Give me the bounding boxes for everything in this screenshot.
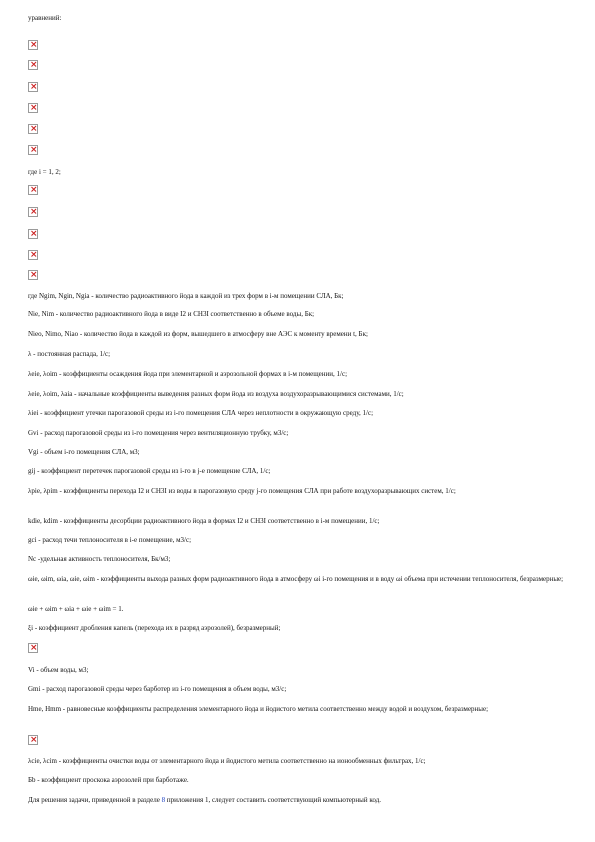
broken-image-icon bbox=[28, 60, 38, 70]
text-line: λeie, λoim, λaia - начальные коэффициенты выведения разных форм йода из воздуха воздухоразрывающимися системами, 1/с; bbox=[28, 390, 404, 398]
broken-image-icon bbox=[28, 643, 38, 653]
broken-image-icon bbox=[28, 145, 38, 155]
text-line: Nc -удельная активность теплоносителя, Бк/м3; bbox=[28, 555, 171, 563]
final-text-middle: приложения bbox=[165, 796, 205, 804]
final-text-after: , следует составить соответствующий компьютерный код. bbox=[208, 796, 382, 804]
section-link[interactable]: 8 bbox=[161, 796, 166, 804]
broken-image-icon bbox=[28, 250, 38, 260]
text-line: где i = 1, 2; bbox=[28, 168, 61, 176]
broken-image-icon bbox=[28, 103, 38, 113]
text-line: λ - постоянная распада, 1/с; bbox=[28, 350, 111, 358]
final-text-before: Для решения задачи, приведенной в разделе bbox=[28, 796, 162, 804]
text-line: gij - коэффициент перетечек парогазовой среды из i-го в j-е помещение СЛА, 1/с; bbox=[28, 467, 271, 475]
text-line: Бb - коэффициент проскока аэрозолей при барботаже. bbox=[28, 776, 189, 784]
text-line: kdie, kdim - коэффициенты десорбции радиоактивного йода в формах I2 и CH3I соответственно в i-м помещении, 1/с; bbox=[28, 517, 380, 525]
broken-image-icon bbox=[28, 229, 38, 239]
text-line: λpie, λpim - коэффициенты перехода I2 и CH3I из воды в парогазовую среду j-го помещения СЛА при работе воздухоразрывающих систем, 1/с; bbox=[28, 487, 456, 495]
text-line: уравнений: bbox=[28, 14, 62, 22]
appendix-number: 1 bbox=[204, 796, 209, 804]
text-line: Vi - объем воды, м3; bbox=[28, 666, 89, 674]
text-line: Vgi - объем i-го помещения СЛА, м3; bbox=[28, 448, 140, 456]
final-paragraph bbox=[28, 796, 568, 805]
text-line: Nieo, Nimo, Niao - количество йода в каждой из форм, вышедшего в атмосферу вне АЭС к моменту времени t, Бк; bbox=[28, 330, 368, 338]
text-line: ξi - коэффициент дробления капель (перехода их в разряд аэрозолей), безразмерный; bbox=[28, 624, 281, 632]
broken-image-icon bbox=[28, 82, 38, 92]
broken-image-icon bbox=[28, 185, 38, 195]
text-line: Gvi - расход парогазовой среды из i-го помещения через вентиляционную трубку, м3/с; bbox=[28, 429, 289, 437]
broken-image-icon bbox=[28, 40, 38, 50]
text-line: ωie, ωim, ωia, ωie, ωim - коэффициенты выхода разных форм радиоактивного йода в атмосферу ωi i-го помещения и в воду ωi объема при истечении теплоносителя, безразмерные; bbox=[28, 575, 564, 583]
text-line: λiei - коэффициент утечки парогазовой среды из i-го помещения СЛА через неплотности в окружающую среду, 1/с; bbox=[28, 409, 374, 417]
text-line: gci - расход течи теплоносителя в i-е помещение, м3/с; bbox=[28, 536, 192, 544]
text-line: Nie, Nim - количество радиоактивного йода в виде I2 и CH3I соответственно в объеме воды, Бк; bbox=[28, 310, 315, 318]
broken-image-icon bbox=[28, 207, 38, 217]
text-line: λеie, λоim - коэффициенты осаждения йода при элементарной и аэрозольной формах в i-м помещении, 1/с; bbox=[28, 370, 348, 378]
text-line: λсie, λсim - коэффициенты очистки воды от элементарного йода и йодистого метила соответственно на ионообменных фильтрах, 1/с; bbox=[28, 757, 426, 765]
broken-image-icon bbox=[28, 270, 38, 280]
text-line: ωie + ωim + ωia + ωie + ωim = 1. bbox=[28, 605, 124, 613]
text-line: где Ngim, Ngin, Ngia - количество радиоактивного йода в каждой из трех форм в i-м помещении СЛА, Бк; bbox=[28, 292, 344, 300]
text-line: Gmi - расход парогазовой среды через барботер из i-го помещения в объем воды, м3/с; bbox=[28, 685, 287, 693]
text-line: Hme, Hmm - равновесные коэффициенты распределения элементарного йода и йодистого метила соответственно между водой и воздухом, безразмерные; bbox=[28, 705, 489, 713]
broken-image-icon bbox=[28, 735, 38, 745]
broken-image-icon bbox=[28, 124, 38, 134]
